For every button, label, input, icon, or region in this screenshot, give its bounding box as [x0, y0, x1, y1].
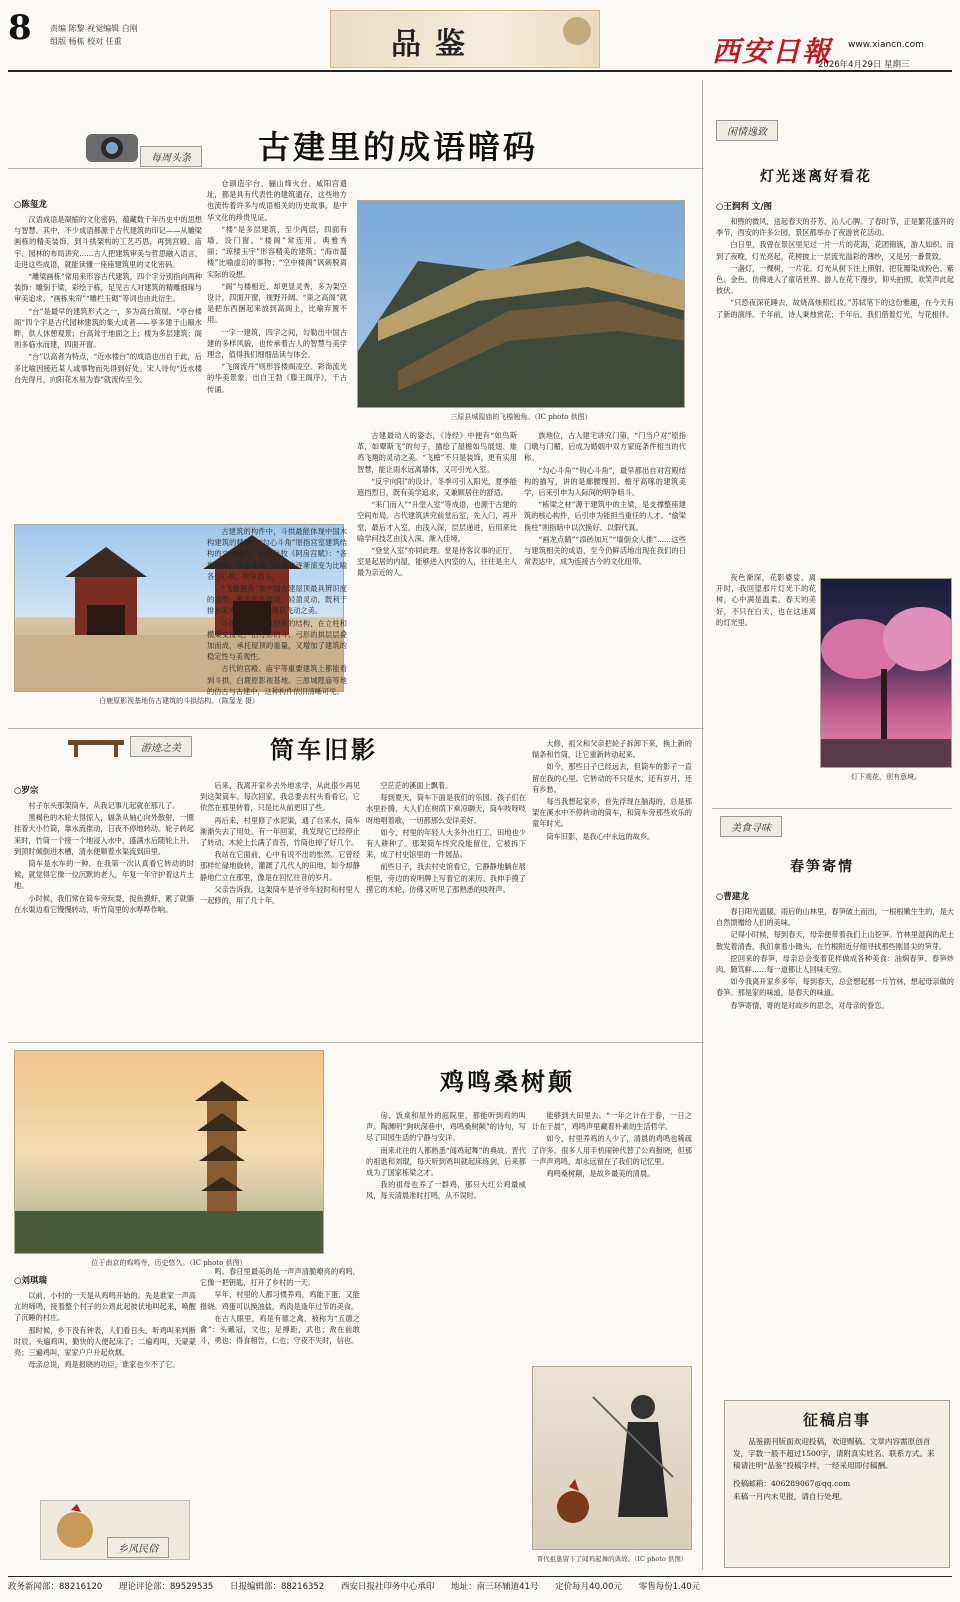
column-tag: 闲情逸致: [716, 120, 778, 141]
footer: [8, 1576, 952, 1596]
paragraph: 斗拱是中国建筑特有的结构，在立柱和横梁交接处，由方形的斗、弓形的拱层层叠加而成，承托屋顶的重量，又增加了建筑的稳定性与美观性。: [207, 618, 347, 662]
staff-line-2: 组版 杨栋 校对 任重: [50, 37, 122, 46]
paragraph: 古建最动人的姿态，《诗经》中便有“如鸟斯革，如翚斯飞”的句子，描绘了屋檐如鸟展翅、雉鸡飞翔的灵动之美。“飞檐”不只是装饰，更有实用智慧，能让雨水远离墙体，又可引光入室。: [357, 431, 517, 474]
column-tag: 美食寻味: [720, 816, 782, 837]
photo-caption: 白鹿原影视基地仿古建筑的斗拱结构。（陈玺龙 摄）: [99, 697, 259, 705]
photo-caption: 晋代祖逖留下了闻鸡起舞的典故。（IC photo 供图）: [536, 1555, 688, 1563]
article-column: [366, 780, 526, 1036]
paragraph: 筒车旧影，是我心中永远的故乡。: [546, 831, 655, 841]
footer-item: 理论评论部：89529535: [118, 1582, 214, 1592]
footer-item: 日报编辑部：88216352: [229, 1582, 325, 1592]
paragraph: 我的祖母也养了一群鸡，那只大红公鸡最威风，每天清晨准时打鸣，从不误时。: [366, 1180, 526, 1201]
paragraph: 以前，小村的一天是从鸡鸣开始的。先是谁家一声高亢的啼鸣，接着整个村子的公鸡此起彼伏地叫起来，唤醒了沉睡的村庄。: [14, 1291, 196, 1323]
article-column: [524, 430, 686, 722]
paragraph: 和煦的微风，送起春天的芬芳，沁人心脾。了春时节，正是繁花盛开的季节，西安的许多公园、景区都举办了夜游赏花活动。: [716, 217, 954, 238]
issue-date: 2026年4月29日 星期三: [818, 60, 910, 70]
divider: [8, 1042, 704, 1043]
paragraph: 古建筑的构件中，斗拱最能体现中国木构建筑的精妙。“勾心斗角”原指宫室建筑结构的交错精巧，出自杜牧《阿房宫赋》：“各抱地势，钩心斗角。”后来才逐渐演变为比喻各用心机、明争暗斗。: [207, 527, 347, 581]
newspaper-logo: 西安日報: [712, 35, 833, 68]
byline: ○曹建龙: [716, 892, 749, 902]
photo-caption: 位于南京的鸡鸣寺，历史悠久。（IC photo 供图）: [91, 1259, 247, 1267]
paragraph: “勾心斗角”“钩心斗角”，最早都出自对宫殿结构的描写，讲的是廊腰缦回、檐牙高啄的建筑美学，后来引申为人际间的明争暗斗。: [524, 465, 686, 498]
notice-email[interactable]: 406289067@qq.com: [770, 1479, 851, 1488]
photo-flying-eaves: [357, 200, 685, 408]
paragraph: 仓颉造字台、骊山烽火台、咸阳宫遗址，都是具有代表性的建筑遗存，这些地方也流传着许多与成语相关的历史故事，是中华文化的珍贵见证。: [207, 179, 347, 222]
paragraph: 后来，我离开家乡去外地求学，从此很少再见到这架筒车。每次回家，我总要去村头看看它，它依然在那里转着，只是比从前更旧了些。: [200, 781, 360, 813]
banner-ornament-icon: [563, 17, 591, 45]
column-tag-box: [40, 1500, 190, 1560]
article-title: 鸡鸣桑树颠: [440, 1067, 575, 1096]
paragraph: 夜色渐深，花影婆娑。离开时，我回望那片灯光下的花树，心中满是温柔。春天的美好，不只在白天，也在这迷离的灯光里。: [716, 573, 816, 627]
article-column: [200, 1266, 360, 1566]
paragraph: 如今，村里的年轻人大多外出打工，田地也少有人耕种了。那架筒车终究没能留住，它被拆下来，成了村史馆里的一件展品。: [366, 827, 526, 860]
byline: ○刘琪瑞: [14, 1276, 47, 1286]
photo-pagoda: [14, 1050, 324, 1254]
paragraph: “阁”与楼相近，却更显灵秀，多为架空设计，四面开窗，视野开阔。“束之高阁”就是把东西捆起来放到高阁上，比喻弃置不用。: [207, 281, 347, 325]
paragraph: “来门而入”“升堂入室”等成语，也源于古建的空间布局。古代建筑讲究前堂后室，先入门，再升堂，最后才入室，由浅入深，层层递进，后用来比喻学问技艺由浅入深、渐入佳境。: [357, 500, 517, 543]
article-column: [207, 526, 347, 722]
divider: [8, 168, 704, 169]
paragraph: 每当我想起家乡，首先浮现在脑海的，总是那架在溪水中不停转动的筒车，和筒车旁那些欢乐的童年时光。: [532, 797, 692, 829]
column-tag: 游迹之美: [130, 736, 192, 757]
photo-sword-dance: [532, 1366, 692, 1550]
article-column: [716, 572, 816, 810]
paragraph: “飞檐翘角”是中国古建屋顶最具辨识度的造型，檐角如鸟展翅，轻盈灵动，既利于排水采光，又赋予建筑以飞动之美。: [207, 584, 347, 616]
article-title: 灯光迷离好看花: [760, 169, 872, 185]
article-column: [14, 800, 194, 1036]
paragraph: “登堂入室”亦同此理。堂是待客议事的正厅，室是起居的内屋，能够进入内室的人，往往是主人最为亲近的人。: [357, 546, 517, 578]
paragraph: 父亲告诉我，这架筒车是爷爷年轻时和村里人一起修的，用了几十年。: [200, 884, 360, 906]
paragraph: 一盏灯，一棵树，一片花。灯光从树下往上照射，把花瓣染成粉色、紫色、金色，仿佛进入了童话世界。游人在花下漫步，仰头拍照，欢笑声此起彼伏。: [716, 263, 954, 296]
paragraph: “栋梁之材”源于建筑中的主梁，是支撑整座建筑的核心构件，后引申为能担当重任的人才。“偷梁换柱”则指暗中以次换好、以假代真。: [524, 500, 686, 532]
paragraph: 前些日子，我去村史馆看它，它静静地躺在展柜里，旁边的说明牌上写着它的来历。我伸手摸了摸它的木轮，仿佛又听见了那熟悉的吱呀声。: [366, 862, 526, 894]
article-column: [14, 1290, 196, 1490]
photo-caption: 灯下观花，别有意境。: [851, 773, 921, 781]
footer-item: 零售每份1.40元: [638, 1582, 701, 1592]
article-column: [207, 178, 347, 518]
notice-email-line: [725, 1478, 949, 1489]
rooster-icon: [45, 1502, 105, 1560]
paragraph: 筒车是水车的一种，在我第一次认真看它转动的时候，就觉得它像一位沉默的老人，年复一年守护着这片土地。: [14, 859, 194, 891]
paragraph: 再后来，村里修了水泥渠，通了自来水，筒车渐渐失去了用处。有一年回家，我发现它已经停止了转动，木轮上长满了青苔，竹筒也掉了好几个。: [200, 815, 360, 848]
article-column: [532, 1110, 692, 1360]
photo-caption: 三原县城隍庙的飞檐翘角。（IC photo 供图）: [450, 413, 592, 421]
photo-night-blossoms: [820, 578, 952, 768]
article-title: 古建里的成语暗码: [258, 128, 539, 166]
paragraph: 一字一建筑，四字之间，勾勒出中国古建的多样风貌，也传承着古人的智慧与美学理念，值得我们细细品读与体会。: [207, 327, 347, 360]
article-column: [200, 780, 360, 1036]
paragraph: 如今，那些日子已经远去，但筒车的影子一直留在我的心里。它转动的不只是水，还有岁月，还有乡愁。: [532, 762, 692, 794]
notice-body: 品鉴副刊版面欢迎投稿，欢迎赐稿。文章内容需原创首发，字数一般不超过1500字，请附真实姓名、联系方式。来稿请注明“品鉴”投稿字样，一经采用即付稿酬。: [733, 1437, 935, 1470]
notice-title: 征稿启事: [802, 1411, 871, 1429]
section-title: 品鉴: [391, 27, 479, 62]
article-column: [14, 214, 202, 502]
notice-email-label: 投稿邮箱：: [733, 1479, 771, 1488]
paragraph: 白日里，我曾在景区里见过一片一片的花海，花团锦簇，游人如织。而到了夜晚，灯光亮起，花树披上一层流光溢彩的薄纱，又是另一番景致。: [716, 240, 954, 261]
website-url[interactable]: www.xiancn.com: [848, 40, 924, 50]
article-column: [716, 216, 954, 566]
staff-line-1: 责编 陈黎 视觉编辑 白刚: [50, 24, 138, 33]
column-tag: 每周头条: [140, 146, 202, 167]
paragraph: “只恐夜深花睡去，故烧高烛照红妆。”苏轼笔下的这份雅趣，在今天有了新的演绎。千年前，诗人秉烛赏花；千年后，我们借着灯光，与花相伴。: [716, 298, 954, 319]
footer-item: 西安日报社印务中心承印: [340, 1582, 435, 1592]
header-rule: [8, 70, 952, 72]
paragraph: 汉语成语是凝缩的文化密码，蕴藏数千年历史中的思想与智慧。其中，不少成语都源于古代建筑的印记——从雕梁画栋的精美装饰，到斗拱架构的工艺巧思，再到宫殿、庙宇、园林的布局讲究……古人把建筑审美与哲思融入语言，走进这些成语，就能读懂一座座建筑里的文化密码。: [14, 215, 202, 269]
paragraph: 如今，村里养鸡的人少了，清晨的鸡鸣也稀疏了许多。很多人用手机闹钟代替了公鸡报晓，但那一声声鸡鸣，却永远留在了我们的记忆里。: [532, 1134, 692, 1166]
notice-note: 来稿一月内未见报，请自行处理。: [733, 1492, 847, 1502]
paragraph: 鸣。春日里最美的是一声声清脆嘹亮的鸡鸣，它像一把钥匙，打开了乡村的一天。: [200, 1267, 360, 1288]
paragraph: 大修，祖父和父亲把轮子拆卸下来，换上新的辐条和竹筒，让它重新转动起来。: [532, 739, 692, 760]
article-title: 春笋寄情: [790, 859, 854, 875]
paragraph: “反宇向阳”的设计，冬季可引入阳光，夏季能遮挡烈日，既有美学追求，又兼顾居住的舒适。: [357, 476, 517, 498]
footer-item: 定价每月40.00元: [555, 1582, 622, 1592]
paragraph: “雕梁画栋”常用来形容古代建筑，四个字分别指向两种装饰：雕刻于梁，彩绘于栋，足见古人对建筑的精雕细琢与审美追求。“画栋朱帘”“雕栏玉砌”等词也由此衍生。: [14, 272, 202, 304]
paragraph: 村子东头那架筒车，从我记事儿起就在那儿了。: [28, 801, 180, 810]
paragraph: 族地位，古人建宅讲究门第，“门当户对”原指门墩与门楣，后成为婚姻中双方家庭条件相当的代称。: [524, 431, 686, 463]
byline: ○王润利 文/图: [716, 202, 772, 212]
paragraph: 那时候，乡下没有钟表，人们看日头、听鸡叫来判断时辰。头遍鸡叫，勤快的人便起床了；二遍鸡叫，天蒙蒙亮；三遍鸡叫，家家户户升起炊烟。: [14, 1325, 196, 1358]
article-column: [532, 738, 692, 1036]
paragraph: “楼”是多层建筑，至少两层，四面有墙，设门窗。“楼阁”常连用，典雅秀丽；“琼楼玉宇”形容精美的建筑；“海市蜃楼”比喻虚幻的事物；“空中楼阁”讽刺脱离实际的设想。: [207, 224, 347, 279]
paragraph: 每到夏天，筒车下面是我们的乐园。孩子们在水里扑腾，大人们在树荫下乘凉聊天，筒车吱呀吱呀地唱着歌，一切都那么安详美好。: [366, 793, 526, 825]
staff-credits: [50, 22, 138, 48]
paragraph: “画龙点睛”“添砖加瓦”“墙倒众人推”……这些与建筑相关的成语，至今仍鲜活地出现在我们的日常表达中，成为连接古今的文化纽带。: [524, 534, 686, 567]
paragraph: “飞阁流丹”则形容楼阁凌空、彩饰流光的华美景象，出自王勃《滕王阁序》，千古传诵。: [207, 362, 347, 394]
article-column: [366, 1110, 526, 1566]
paragraph: 房、饭桌和屋外的庭院里，都能听到鸡的叫声。陶渊明“狗吠深巷中，鸡鸣桑树颠”的诗句，写尽了田园生活的宁静与安详。: [366, 1111, 526, 1143]
paragraph: 南来北往的人都熟悉“闻鸡起舞”的典故。晋代的祖逖和刘琨，每天听到鸡叫就起床练剑，后来都成为了国家栋梁之才。: [366, 1145, 526, 1178]
notice-box: [724, 1400, 950, 1568]
paragraph: 如今我离开家乡多年，每到春天，总会想起那一片竹林，想起母亲做的春笋。那是家的味道，是春天的味道。: [716, 977, 954, 998]
paragraph: 能够到大田里去。“一年之计在于春，一日之计在于晨”，鸡鸣声里藏着朴素的生活哲学。: [532, 1111, 692, 1132]
paragraph: 早年，村里的人都习惯养鸡，鸡能下蛋，又能报晓。鸡蛋可以换油盐，鸡肉是逢年过节的美食。: [200, 1290, 360, 1311]
column-divider: [702, 80, 703, 1570]
page-number: 8: [8, 8, 32, 48]
paragraph: 在古人眼里，鸡是有德之禽，被称为“五德之禽”：头戴冠，文也；足搏距，武也；敌在前敢斗，勇也；得食相告，仁也；守夜不失时，信也。: [200, 1313, 360, 1346]
paragraph: 春笋寄情，寄的是对故乡的思念，对母亲的眷恋。: [730, 1000, 889, 1010]
paragraph: 母亲总说，鸡是报晓的功臣，谁家也少不了它。: [28, 1360, 180, 1370]
article-column: [357, 430, 517, 722]
paragraph: 小时候，我们常在筒车旁玩耍，捉鱼摸虾，累了就躺在水渠边看它慢慢转动，听竹筒里的水哗哗作响。: [14, 893, 194, 914]
paragraph: 鸡鸣桑树颠，是故乡最美的清晨。: [546, 1169, 655, 1179]
paragraph: 我站在它面前，心中有说不出的怅然。它曾经那样忙碌地旋转，灌溉了几代人的田地，如今却静静地伫立在那里，像是在回忆往昔的岁月。: [200, 850, 360, 882]
divider: [8, 728, 704, 729]
byline: ○罗宗: [14, 786, 39, 796]
article-column: [716, 906, 954, 1394]
divider: [712, 808, 952, 809]
desk-icon: [66, 734, 126, 758]
paragraph: 记得小时候，每到春天，母亲便带着我们上山挖笋。竹林里湿润的泥土散发着清香，我们拿着小锄头，在竹根附近仔细寻找那些刚冒尖的笋芽。: [716, 930, 954, 951]
paragraph: 空茫茫的溪面上飘着。: [380, 781, 453, 790]
section-banner: [330, 10, 600, 68]
article-title: 筒车旧影: [270, 735, 378, 764]
paragraph: “台”是最早的建筑形式之一，多为高台筑屋。“亭台楼阁”四个字是古代园林建筑的集大成者——亭多建于山巅水畔，供人休憩观景；台高耸于地面之上；楼为多层建筑；阁则多临水而建，四面开窗。: [14, 306, 202, 350]
footer-item: 政务新闻部：88216120: [8, 1582, 103, 1592]
paragraph: 春日阳光温暖，雨后的山林里，春笋破土而出，一根根嫩生生的，是大自然馈赠给人们的美味。: [716, 907, 954, 928]
byline: ○陈玺龙: [14, 200, 47, 210]
paragraph: 黑褐色的木轮大得惊人，辐条从轴心向外散射，一圈挂着大小竹筒，靠水流推动，日夜不停地转动。轮子转起来时，竹筒一个接一个地浸入水中，盛满水后随轮上升，到顶时倾倒进木槽，清水便顺着水渠流到田里。: [14, 813, 194, 856]
column-tag: 乡风民俗: [107, 1537, 169, 1558]
paragraph: 挖回来的春笋，母亲总会变着花样做成各种美食：油焖春笋、春笋炒肉、腌笃鲜……每一道都让人回味无穷。: [716, 953, 954, 975]
paragraph: “台”以高者为特点，“近水楼台”的成语也出自于此，后多比喻因接近某人或事物而先得到好处。宋人诗句“近水楼台先得月，向阳花木易为春”就流传至今。: [14, 352, 202, 384]
paragraph: 古代的宫殿、庙宇等重要建筑上都能看到斗拱，白鹿原影视基地、三原城隍庙等地的仿古与古建中，这种构件依旧清晰可见。: [207, 664, 347, 696]
footer-item: 地址：南三环辅道41号: [451, 1582, 539, 1592]
